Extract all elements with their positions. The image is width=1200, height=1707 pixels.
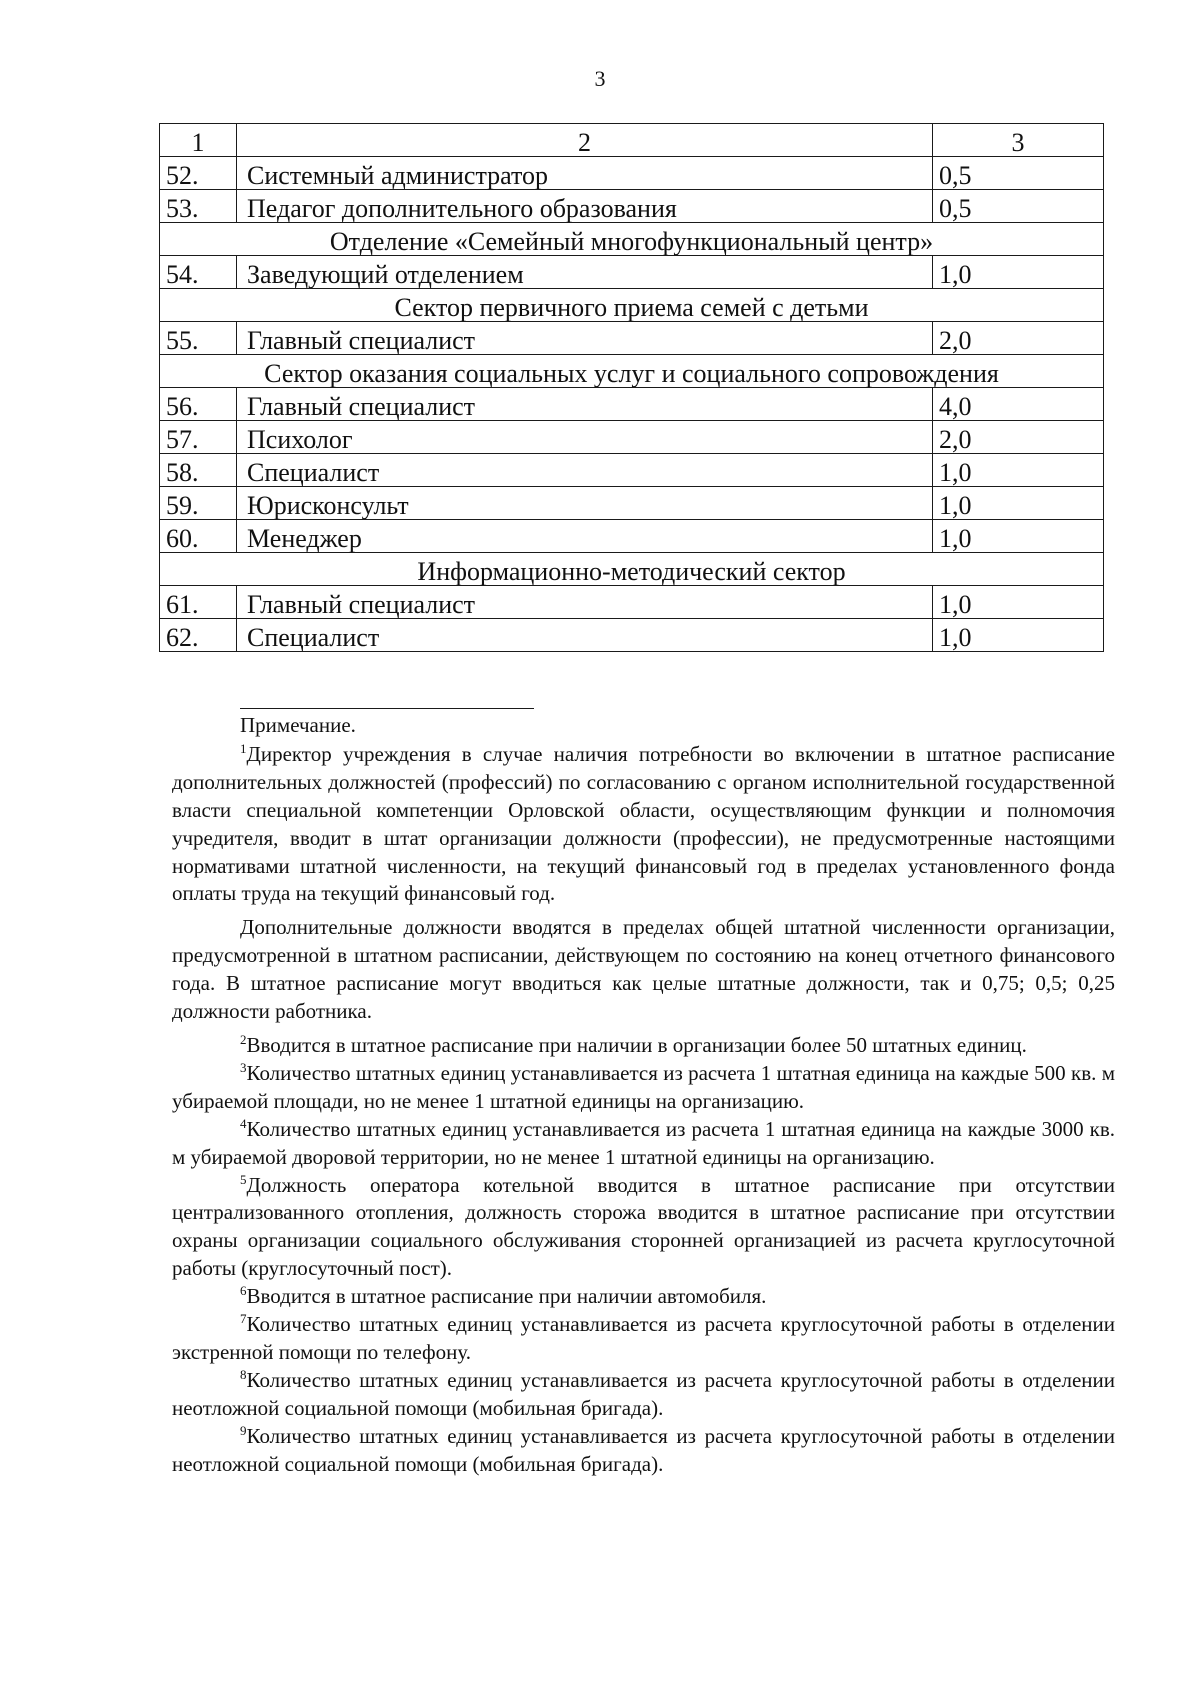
- table-row: [160, 190, 1104, 223]
- footnote-text: Дополнительные должности вводятся в пределах общей штатной численности организации, предусмотренной в штатном расписании, действующем по состоянию на конец отчетного финансового года. В штатное расписание могут вводиться как целые штатные должности, так и 0,75; 0,5; 0,25 должности работника.: [172, 915, 1115, 1024]
- footnote-mark: 5: [240, 1171, 247, 1187]
- footnote-9: [172, 1423, 1115, 1479]
- staff-count: 1,0: [933, 619, 1104, 652]
- header-cell: 1: [160, 124, 237, 157]
- footnote-6: [172, 1283, 1115, 1311]
- table-row: [160, 388, 1104, 421]
- table-row: [160, 487, 1104, 520]
- footnote-2: [172, 1032, 1115, 1060]
- notes-heading: Примечание.: [240, 713, 356, 737]
- section-title: Информационно-методический сектор: [160, 553, 1104, 586]
- footnote-3: [172, 1060, 1115, 1116]
- footnotes: [172, 712, 1115, 1478]
- footnote-1-continued: [172, 914, 1115, 1026]
- staff-count: 1,0: [933, 256, 1104, 289]
- table-row: [160, 322, 1104, 355]
- position-name: Специалист: [237, 454, 933, 487]
- row-number: 56.: [160, 388, 237, 421]
- footnote-mark: 4: [240, 1115, 247, 1131]
- footnote-mark: 3: [240, 1059, 247, 1075]
- row-number: 59.: [160, 487, 237, 520]
- table-header-row: [160, 124, 1104, 157]
- row-number: 57.: [160, 421, 237, 454]
- staff-count: 1,0: [933, 586, 1104, 619]
- section-title: Отделение «Семейный многофункциональный центр»: [160, 223, 1104, 256]
- footnote-mark: 8: [240, 1366, 247, 1382]
- row-number: 54.: [160, 256, 237, 289]
- footnote-text: Количество штатных единиц устанавливается из расчета 1 штатная единица на каждые 3000 кв. м убираемой дворовой территории, но не менее 1 штатной единицы на организацию.: [172, 1116, 1115, 1169]
- row-number: 60.: [160, 520, 237, 553]
- footnote-text: Вводится в штатное расписание при наличии автомобиля.: [246, 1284, 767, 1309]
- table-row: [160, 454, 1104, 487]
- header-cell: 2: [237, 124, 933, 157]
- footnote-7: [172, 1311, 1115, 1367]
- position-name: Главный специалист: [237, 388, 933, 421]
- table-row: [160, 256, 1104, 289]
- staff-count: 1,0: [933, 454, 1104, 487]
- section-row: [160, 223, 1104, 256]
- table-row: [160, 619, 1104, 652]
- staff-count: 1,0: [933, 520, 1104, 553]
- row-number: 58.: [160, 454, 237, 487]
- footnote-mark: 7: [240, 1311, 247, 1327]
- table-row: [160, 520, 1104, 553]
- position-name: Юрисконсульт: [237, 487, 933, 520]
- table-row: [160, 586, 1104, 619]
- footnote-divider: [240, 708, 534, 709]
- footnote-text: Вводится в штатное расписание при наличии в организации более 50 штатных единиц.: [246, 1032, 1027, 1057]
- position-name: Системный администратор: [237, 157, 933, 190]
- footnote-8: [172, 1367, 1115, 1423]
- table-row: [160, 421, 1104, 454]
- section-title: Сектор первичного приема семей с детьми: [160, 289, 1104, 322]
- footnote-5: [172, 1172, 1115, 1284]
- row-number: 61.: [160, 586, 237, 619]
- row-number: 52.: [160, 157, 237, 190]
- position-name: Главный специалист: [237, 586, 933, 619]
- footnote-4: [172, 1116, 1115, 1172]
- position-name: Главный специалист: [237, 322, 933, 355]
- footnote-1: [172, 741, 1115, 908]
- position-name: Педагог дополнительного образования: [237, 190, 933, 223]
- header-cell: 3: [933, 124, 1104, 157]
- section-row: [160, 355, 1104, 388]
- position-name: Заведующий отделением: [237, 256, 933, 289]
- row-number: 53.: [160, 190, 237, 223]
- staff-count: 0,5: [933, 157, 1104, 190]
- footnote-text: Количество штатных единиц устанавливается из расчета круглосуточной работы в отделении неотложной социальной помощи (мобильная бригада).: [172, 1423, 1115, 1476]
- page-number: 3: [594, 66, 606, 91]
- position-name: Специалист: [237, 619, 933, 652]
- section-title: Сектор оказания социальных услуг и социального сопровождения: [160, 355, 1104, 388]
- footnote-mark: 2: [240, 1031, 247, 1047]
- section-row: [160, 553, 1104, 586]
- section-row: [160, 289, 1104, 322]
- staff-count: 4,0: [933, 388, 1104, 421]
- footnote-text: Количество штатных единиц устанавливается из расчета круглосуточной работы в отделении экстренной помощи по телефону.: [172, 1312, 1115, 1364]
- footnote-mark: 1: [240, 740, 247, 756]
- footnote-text: Должность оператора котельной вводится в штатное расписание при отсутствии централизованного отопления, должность сторожа вводится в штатное расписание при отсутствии охраны организации социального обслуживания сторонней организацией из расчета круглосуточной работы (круглосуточный пост).: [172, 1172, 1115, 1281]
- footnote-mark: 6: [240, 1283, 247, 1299]
- position-name: Психолог: [237, 421, 933, 454]
- staffing-table: [159, 123, 1104, 652]
- footnote-text: Количество штатных единиц устанавливается из расчета 1 штатная единица на каждые 500 кв. м убираемой площади, но не менее 1 штатной единицы на организацию.: [172, 1060, 1115, 1113]
- staff-count: 1,0: [933, 487, 1104, 520]
- staff-count: 2,0: [933, 421, 1104, 454]
- footnote-mark: 9: [240, 1422, 247, 1438]
- row-number: 55.: [160, 322, 237, 355]
- table-row: [160, 157, 1104, 190]
- position-name: Менеджер: [237, 520, 933, 553]
- footnote-text: Директор учреждения в случае наличия потребности во включении в штатное расписание дополнительных должностей (профессий) по согласованию с органом исполнительной государственной власти специальной компетенции Орловской области, осуществляющим функции и полномочия учредителя, вводит в штат организации должности (профессии), не предусмотренные настоящими нормативами штатной численности, на текущий финансовый год в пределах установленного фонда оплаты труда на текущий финансовый год.: [172, 741, 1115, 906]
- staff-count: 0,5: [933, 190, 1104, 223]
- staff-count: 2,0: [933, 322, 1104, 355]
- footnote-text: Количество штатных единиц устанавливается из расчета круглосуточной работы в отделении неотложной социальной помощи (мобильная бригада).: [172, 1367, 1115, 1420]
- row-number: 62.: [160, 619, 237, 652]
